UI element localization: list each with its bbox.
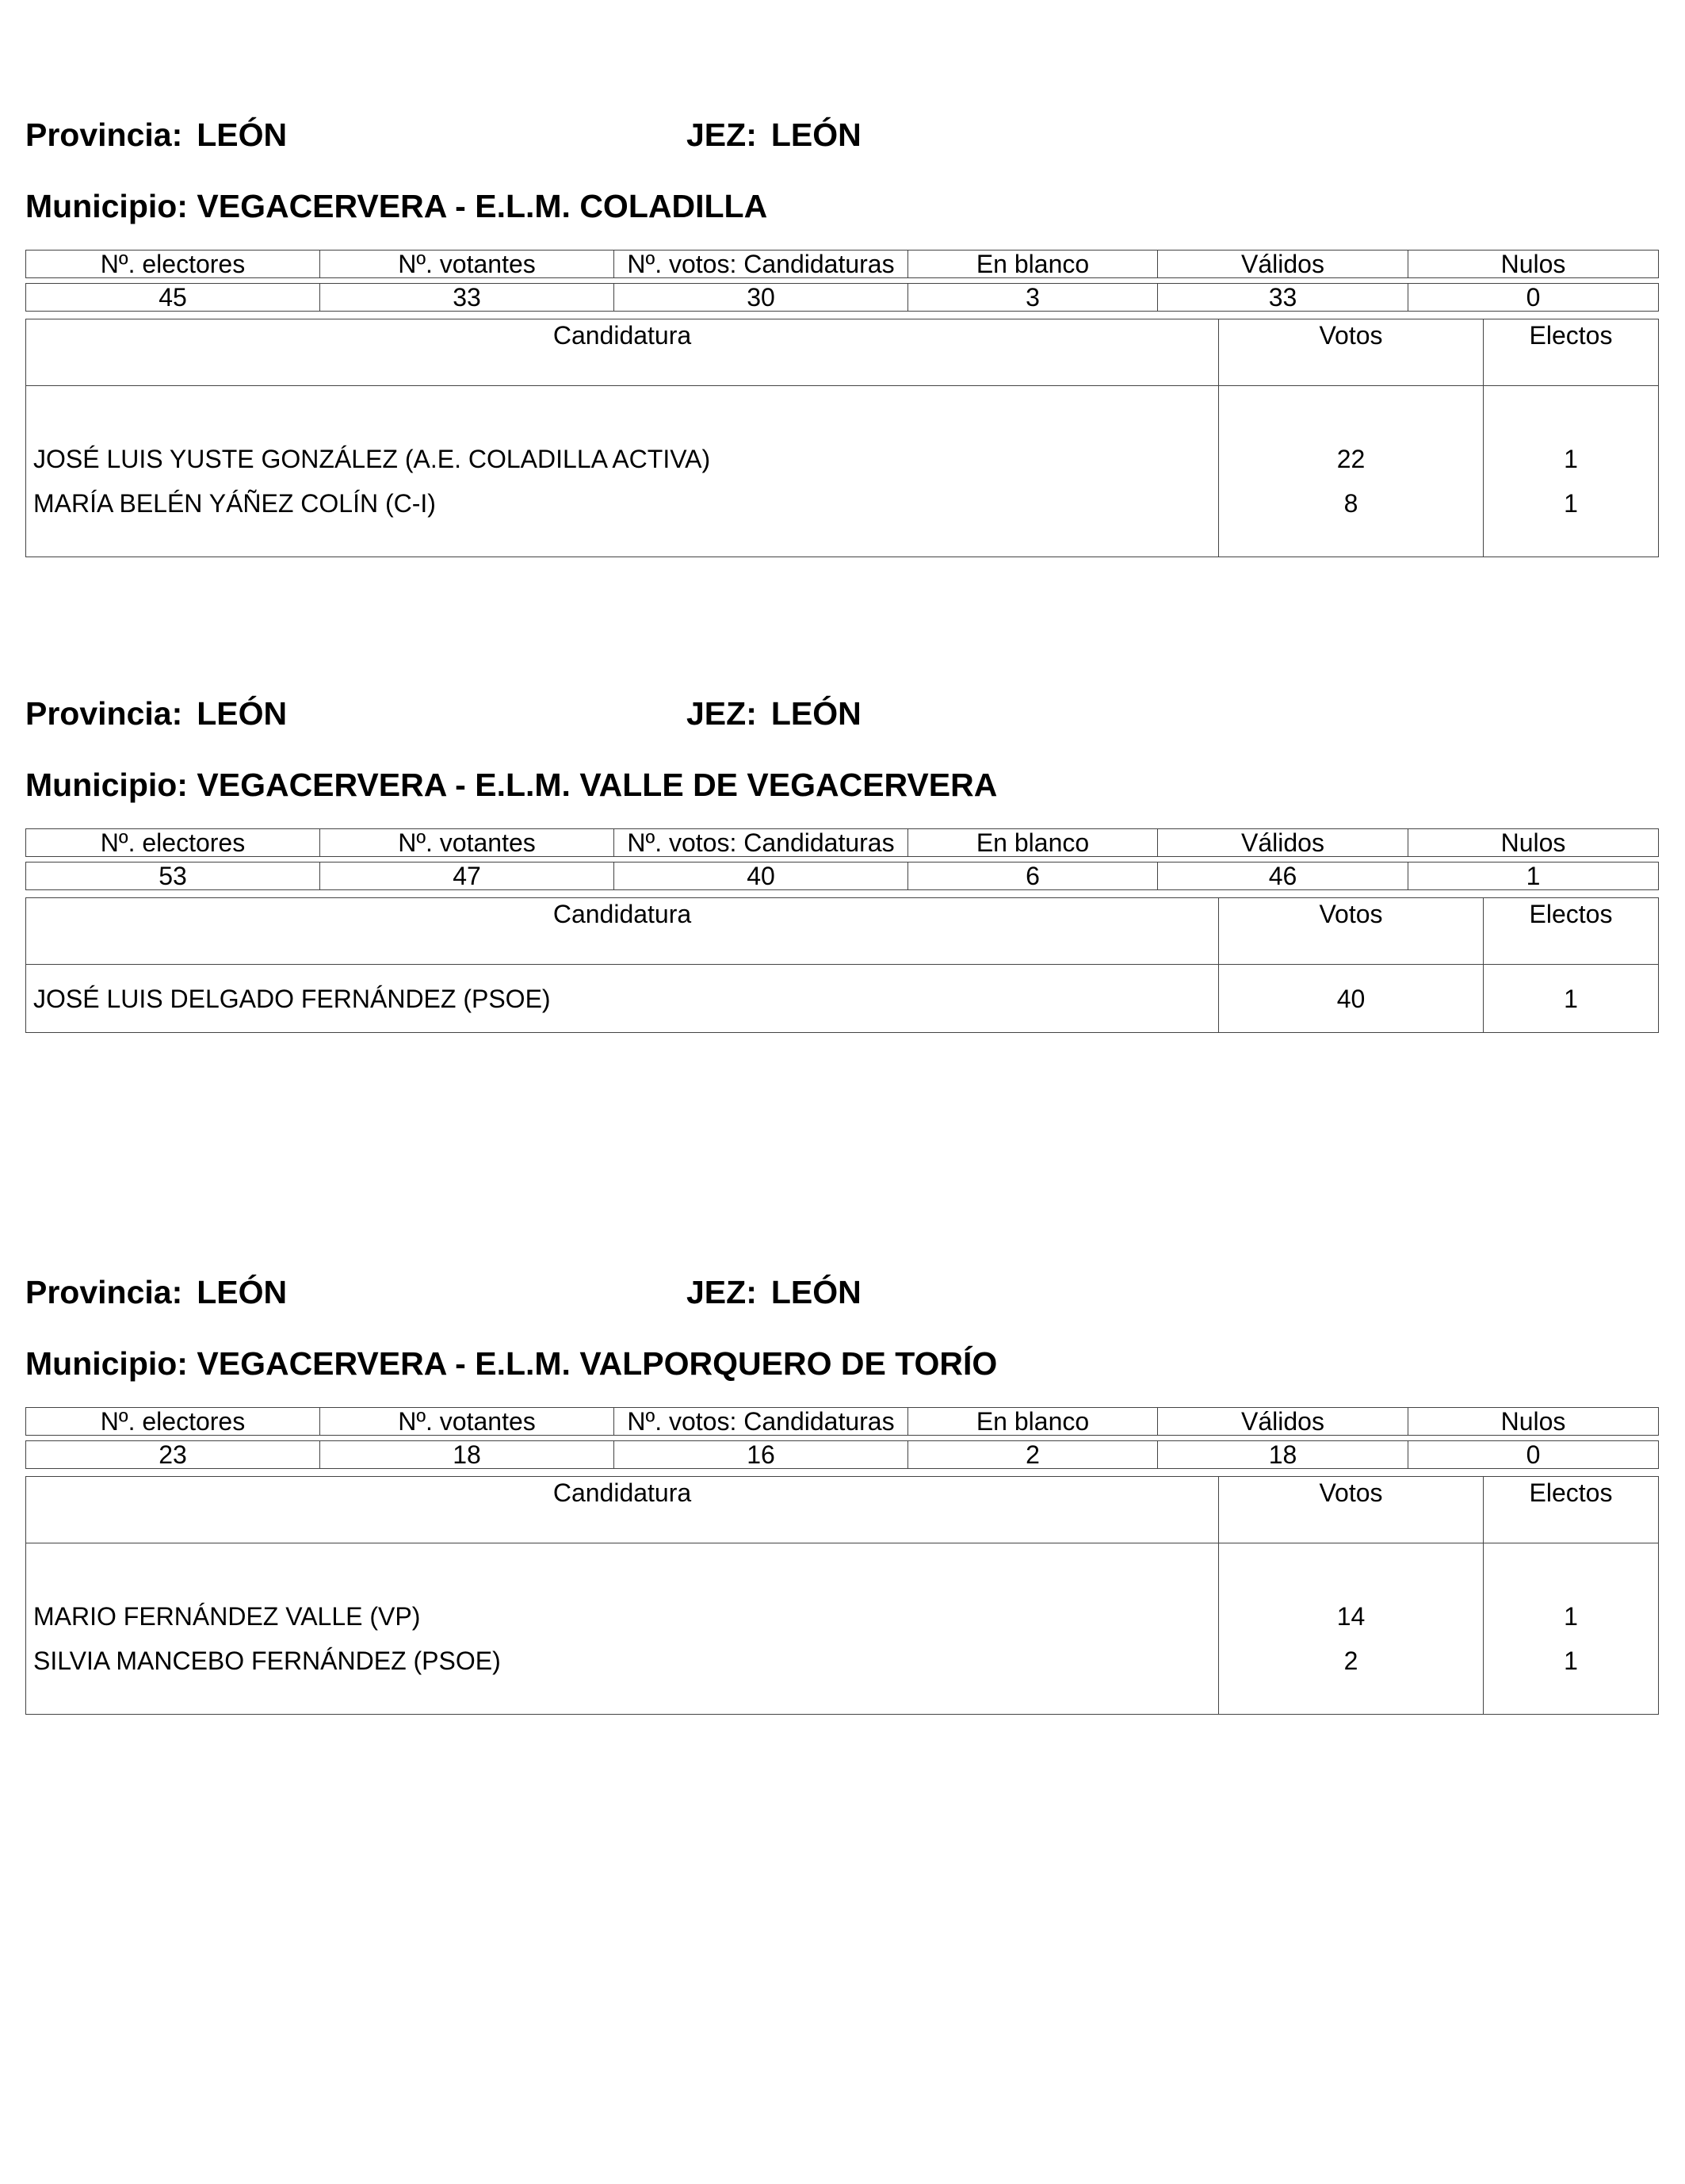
candidate-elected: 1 — [1484, 386, 1659, 490]
stats-table — [25, 828, 1659, 890]
candidate-row — [26, 386, 1659, 490]
jez-label: JEZ: — [686, 1274, 757, 1310]
spacer-cell — [26, 278, 1659, 284]
section-valle-de-vegacervera — [25, 690, 1658, 1013]
stats-header-row — [26, 829, 1659, 857]
header-votos: Votos — [1219, 1477, 1484, 1543]
header-votos-candidaturas: Nº. votos: Candidaturas — [614, 829, 908, 857]
value-nulos: 0 — [1408, 1441, 1659, 1469]
provincia-label: Provincia: — [25, 117, 183, 153]
value-votantes: 47 — [320, 863, 614, 890]
value-electores: 23 — [26, 1441, 320, 1469]
jez-value: LEÓN — [770, 1274, 862, 1310]
stats-spacer — [26, 1436, 1659, 1441]
header-nulos: Nulos — [1408, 1408, 1659, 1436]
candidate-elected: 1 — [1484, 1647, 1659, 1715]
value-electores: 53 — [26, 863, 320, 890]
header-validos: Válidos — [1158, 251, 1408, 278]
municipio-label: Municipio: — [25, 767, 188, 803]
candidate-name: MARÍA BELÉN YÁÑEZ COLÍN (C-I) — [26, 489, 1219, 557]
stats-spacer — [26, 857, 1659, 863]
header-nulos: Nulos — [1408, 251, 1659, 278]
jez-line — [686, 1268, 862, 1316]
header-en-blanco: En blanco — [908, 1408, 1158, 1436]
jez-label: JEZ: — [686, 117, 757, 153]
candidate-votes: 2 — [1219, 1647, 1484, 1715]
spacer-cell — [26, 857, 1659, 863]
header-electores: Nº. electores — [26, 251, 320, 278]
candidate-name: JOSÉ LUIS DELGADO FERNÁNDEZ (PSOE) — [26, 965, 1219, 1033]
spacer-cell — [26, 1436, 1659, 1441]
header-electos: Electos — [1484, 1477, 1659, 1543]
header-votos-candidaturas: Nº. votos: Candidaturas — [614, 251, 908, 278]
candidate-elected: 1 — [1484, 489, 1659, 557]
header-electos: Electos — [1484, 898, 1659, 965]
header-electores: Nº. electores — [26, 829, 320, 857]
municipio-line — [25, 1340, 997, 1387]
municipio-label: Municipio: — [25, 188, 188, 224]
candidate-row — [26, 1647, 1659, 1715]
provincia-label: Provincia: — [25, 695, 183, 732]
section-valporquero-de-torio — [25, 1268, 1658, 1675]
municipio-line — [25, 182, 767, 230]
candidates-header-row — [26, 319, 1659, 386]
municipio-value: VEGACERVERA - E.L.M. VALLE DE VEGACERVERA — [197, 767, 998, 803]
header-validos: Válidos — [1158, 1408, 1408, 1436]
stats-header-row — [26, 251, 1659, 278]
candidate-name: JOSÉ LUIS YUSTE GONZÁLEZ (A.E. COLADILLA ACTIVA) — [26, 386, 1219, 490]
value-validos: 46 — [1158, 863, 1408, 890]
candidate-votes: 40 — [1219, 965, 1484, 1033]
provincia-value: LEÓN — [197, 117, 288, 153]
municipio-value: VEGACERVERA - E.L.M. COLADILLA — [197, 188, 768, 224]
provincia-value: LEÓN — [197, 1274, 288, 1310]
header-electores: Nº. electores — [26, 1408, 320, 1436]
stats-value-row — [26, 284, 1659, 312]
header-votantes: Nº. votantes — [320, 1408, 614, 1436]
municipio-value: VEGACERVERA - E.L.M. VALPORQUERO DE TORÍO — [197, 1345, 998, 1382]
stats-table — [25, 250, 1659, 312]
section-coladilla — [25, 111, 1658, 518]
candidates-header-row — [26, 1477, 1659, 1543]
header-votos: Votos — [1219, 319, 1484, 386]
header-votantes: Nº. votantes — [320, 251, 614, 278]
jez-line — [686, 111, 862, 159]
stats-value-row — [26, 863, 1659, 890]
header-nulos: Nulos — [1408, 829, 1659, 857]
candidate-votes: 8 — [1219, 489, 1484, 557]
header-electos: Electos — [1484, 319, 1659, 386]
candidate-votes: 22 — [1219, 386, 1484, 490]
section-header — [25, 1268, 1658, 1316]
municipio-label: Municipio: — [25, 1345, 188, 1382]
header-en-blanco: En blanco — [908, 829, 1158, 857]
value-votantes: 33 — [320, 284, 614, 312]
candidates-table — [25, 319, 1659, 557]
header-candidatura: Candidatura — [26, 319, 1219, 386]
header-votantes: Nº. votantes — [320, 829, 614, 857]
candidate-name: MARIO FERNÁNDEZ VALLE (VP) — [26, 1543, 1219, 1647]
header-en-blanco: En blanco — [908, 251, 1158, 278]
stats-table — [25, 1407, 1659, 1469]
provincia-line — [25, 111, 287, 159]
value-votos-candidaturas: 40 — [614, 863, 908, 890]
provincia-label: Provincia: — [25, 1274, 183, 1310]
jez-line — [686, 690, 862, 737]
stats-header-row — [26, 1408, 1659, 1436]
value-votantes: 18 — [320, 1441, 614, 1469]
value-en-blanco: 6 — [908, 863, 1158, 890]
candidate-row — [26, 965, 1659, 1033]
jez-label: JEZ: — [686, 695, 757, 732]
jez-value: LEÓN — [770, 117, 862, 153]
section-header — [25, 111, 1658, 159]
header-votos: Votos — [1219, 898, 1484, 965]
value-votos-candidaturas: 30 — [614, 284, 908, 312]
provincia-value: LEÓN — [197, 695, 288, 732]
candidate-elected: 1 — [1484, 1543, 1659, 1647]
candidate-elected: 1 — [1484, 965, 1659, 1033]
header-votos-candidaturas: Nº. votos: Candidaturas — [614, 1408, 908, 1436]
value-nulos: 1 — [1408, 863, 1659, 890]
jez-value: LEÓN — [770, 695, 862, 732]
candidate-votes: 14 — [1219, 1543, 1484, 1647]
candidate-name: SILVIA MANCEBO FERNÁNDEZ (PSOE) — [26, 1647, 1219, 1715]
municipio-line — [25, 761, 997, 809]
value-electores: 45 — [26, 284, 320, 312]
section-header — [25, 690, 1658, 737]
candidate-row — [26, 489, 1659, 557]
header-validos: Válidos — [1158, 829, 1408, 857]
stats-value-row — [26, 1441, 1659, 1469]
candidates-header-row — [26, 898, 1659, 965]
value-nulos: 0 — [1408, 284, 1659, 312]
header-candidatura: Candidatura — [26, 1477, 1219, 1543]
header-candidatura: Candidatura — [26, 898, 1219, 965]
candidate-row — [26, 1543, 1659, 1647]
value-votos-candidaturas: 16 — [614, 1441, 908, 1469]
value-en-blanco: 3 — [908, 284, 1158, 312]
provincia-line — [25, 690, 287, 737]
candidates-table — [25, 897, 1659, 1033]
value-validos: 33 — [1158, 284, 1408, 312]
provincia-line — [25, 1268, 287, 1316]
stats-spacer — [26, 278, 1659, 284]
value-validos: 18 — [1158, 1441, 1408, 1469]
value-en-blanco: 2 — [908, 1441, 1158, 1469]
candidates-table — [25, 1476, 1659, 1715]
